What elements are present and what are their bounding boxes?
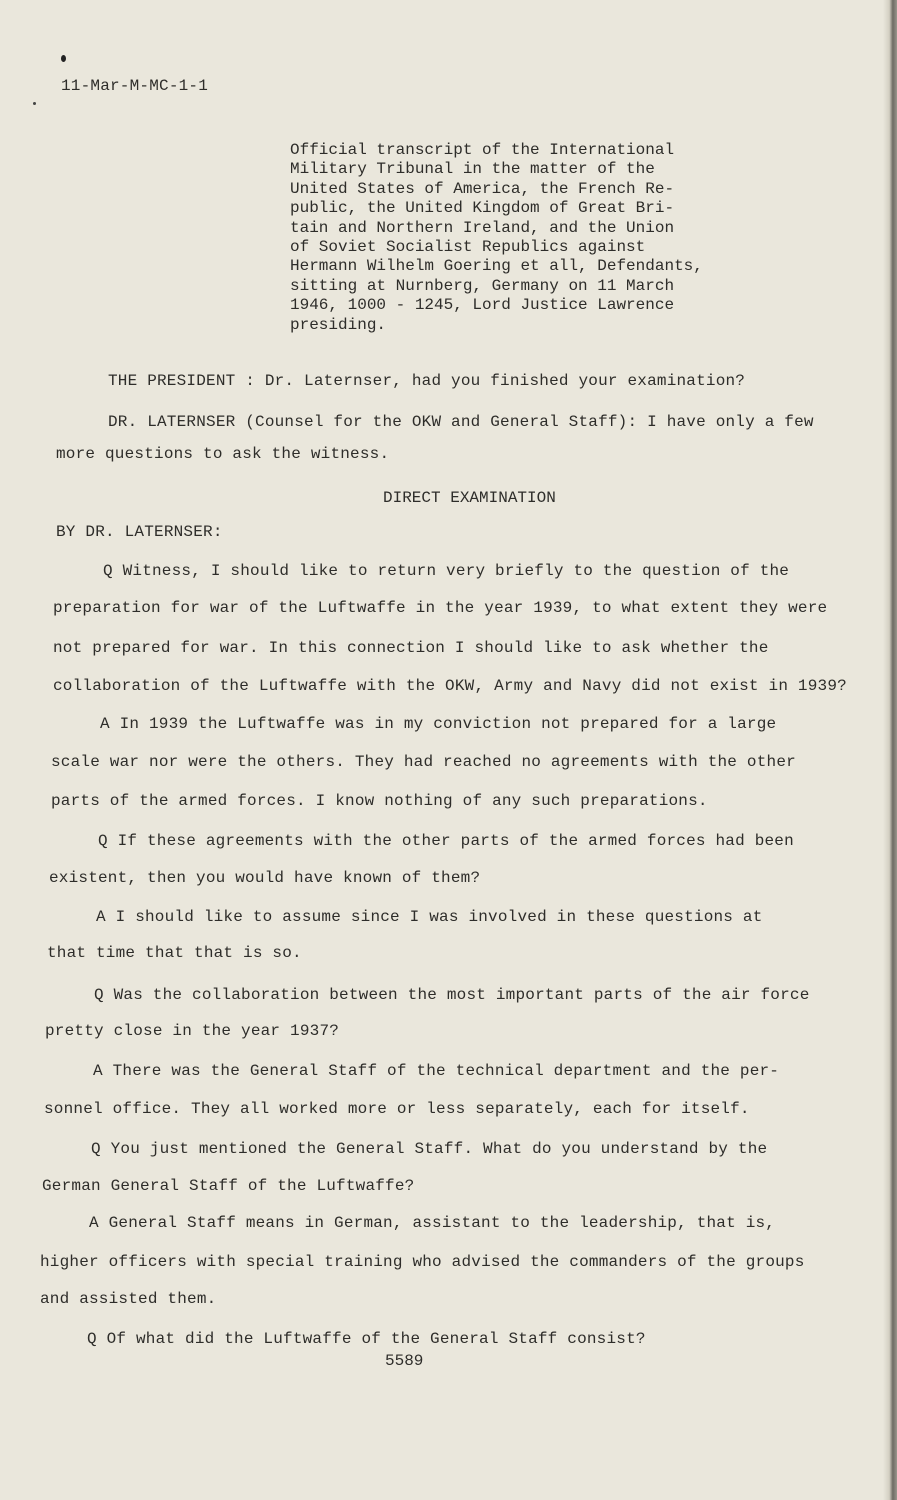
text-line-1: THE PRESIDENT : Dr. Laternser, had you finished your examination? (108, 372, 746, 390)
text-line-10: A In 1939 the Luftwaffe was in my conviction not prepared for a large (100, 715, 777, 733)
text-line-16: that time that that is so. (47, 944, 302, 962)
text-line-19: A There was the General Staff of the technical department and the per- (93, 1062, 780, 1080)
text-line-11: scale war nor were the others. They had reached no agreements with the other (51, 753, 796, 771)
text-line-12: parts of the armed forces. I know nothing of any such preparations. (51, 792, 708, 810)
text-line-5: BY DR. LATERNSER: (56, 523, 223, 541)
text-line-17: Q Was the collaboration between the most important parts of the air force (94, 986, 810, 1004)
ink-speck (33, 102, 36, 105)
text-line-7: preparation for war of the Luftwaffe in the year 1939, to what extent they were (53, 599, 828, 617)
text-line-20: sonnel office. They all worked more or less separately, each for itself. (44, 1100, 750, 1118)
text-line-9: collaboration of the Luftwaffe with the OKW, Army and Navy did not exist in 1939? (53, 677, 847, 695)
text-line-15: A I should like to assume since I was involved in these questions at (96, 908, 763, 926)
text-line-13: Q If these agreements with the other parts of the armed forces had been (98, 832, 794, 850)
text-line-14: existent, then you would have known of them? (49, 869, 481, 887)
text-line-24: higher officers with special training who advised the commanders of the groups (40, 1253, 805, 1271)
text-line-25: and assisted them. (40, 1290, 217, 1308)
text-line-2: DR. LATERNSER (Counsel for the OKW and General Staff): I have only a few (108, 413, 814, 431)
page-edge (883, 0, 897, 1500)
text-line-26: Q Of what did the Luftwaffe of the General Staff consist? (87, 1330, 646, 1348)
text-line-22: German General Staff of the Luftwaffe? (42, 1177, 415, 1195)
transcript-caption: Official transcript of the International Military Tribunal in the matter of the United States of America, the French Re- public, the United Kingdom of Great Bri- tain and Northern Ireland, and the Union of Soviet Socialist Republics against Hermann Wilhelm Goering et all, Defendants, sitting at Nurnberg, Germany on 11 March 1946, 1000 - 1245, Lord Justice Lawrence presiding. (290, 141, 703, 334)
text-line-8: not prepared for war. In this connection I should like to ask whether the (53, 639, 769, 657)
section-heading: DIRECT EXAMINATION (383, 489, 556, 507)
page-number: 5589 (385, 1352, 424, 1370)
header-code: 11-Mar-M-MC-1-1 (61, 77, 209, 95)
text-line-6: Q Witness, I should like to return very briefly to the question of the (103, 562, 790, 580)
text-line-3: more questions to ask the witness. (56, 445, 390, 463)
text-line-21: Q You just mentioned the General Staff. What do you understand by the (91, 1140, 768, 1158)
punch-mark (61, 55, 66, 62)
text-line-18: pretty close in the year 1937? (45, 1022, 340, 1040)
text-line-23: A General Staff means in German, assistant to the leadership, that is, (89, 1214, 776, 1232)
